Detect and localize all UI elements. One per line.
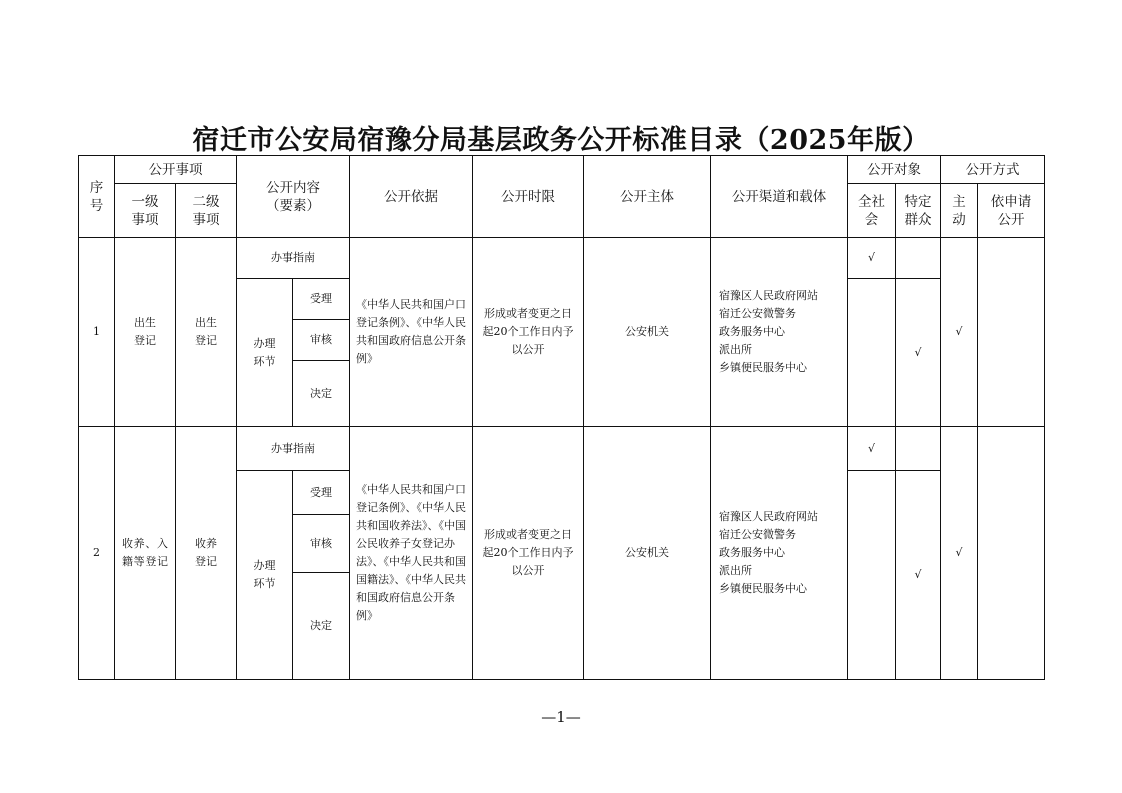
row-time-limit: 形成或者变更之日起20个工作日内予以公开 [473, 427, 584, 680]
guide-specific-cell [896, 238, 941, 279]
guide-all-check: √ [848, 238, 896, 279]
row-step: 审核 [293, 320, 350, 361]
row-time-limit: 形成或者变更之日起20个工作日内予以公开 [473, 238, 584, 427]
guide-all-check: √ [848, 427, 896, 471]
row-seq: 1 [79, 238, 115, 427]
row-step: 审核 [293, 515, 350, 573]
process-specific-check: √ [896, 471, 941, 680]
process-all-cell [848, 279, 896, 427]
row-step: 受理 [293, 279, 350, 320]
channel-item: 派出所 [719, 564, 752, 577]
header-basis: 公开依据 [350, 156, 473, 238]
channel-item: 宿迁公安微警务 [719, 528, 796, 541]
process-all-cell [848, 471, 896, 680]
row-level2: 收养登记 [176, 427, 237, 680]
header-seq: 序号 [79, 156, 115, 238]
header-target-group: 公开对象 [848, 156, 941, 184]
page-title: 宿迁市公安局宿豫分局基层政务公开标准目录（2025年版） [192, 125, 930, 156]
row-step: 受理 [293, 471, 350, 515]
header-method-group: 公开方式 [941, 156, 1045, 184]
header-level2: 二级事项 [176, 184, 237, 238]
header-item-group: 公开事项 [115, 156, 237, 184]
channel-item: 派出所 [719, 343, 752, 356]
header-method-request: 依申请公开 [978, 184, 1045, 238]
row-step: 决定 [293, 573, 350, 680]
row-basis: 《中华人民共和国户口登记条例》、《中华人民共和国收养法》、《中国公民收养子女登记办法》、《中华人民共和国国籍法》、《中华人民共和国政府信息公开条例》 [350, 427, 473, 680]
header-method-active: 主动 [941, 184, 978, 238]
row-level1: 收养、入籍等登记 [115, 427, 176, 680]
row-request-cell [978, 427, 1045, 680]
standard-catalog-table [78, 155, 1045, 680]
table-row [79, 238, 1045, 279]
row-process: 办理环节 [237, 279, 293, 427]
row-active-check: √ [941, 427, 978, 680]
header-content: 公开内容（要素） [237, 156, 350, 238]
row-channels [711, 238, 848, 427]
channel-item: 乡镇便民服务中心 [719, 361, 807, 374]
row-seq: 2 [79, 427, 115, 680]
row-request-cell [978, 238, 1045, 427]
header-time-limit: 公开时限 [473, 156, 584, 238]
header-channel: 公开渠道和载体 [711, 156, 848, 238]
page-number: —1— [541, 708, 581, 726]
header-level1: 一级事项 [115, 184, 176, 238]
guide-specific-cell [896, 427, 941, 471]
channel-item: 宿豫区人民政府网站 [719, 289, 818, 302]
channel-item: 宿迁公安微警务 [719, 307, 796, 320]
channel-item: 宿豫区人民政府网站 [719, 510, 818, 523]
row-step: 决定 [293, 361, 350, 427]
process-specific-check: √ [896, 279, 941, 427]
row-channels [711, 427, 848, 680]
header-subject: 公开主体 [584, 156, 711, 238]
channel-item: 乡镇便民服务中心 [719, 582, 807, 595]
header-target-specific: 特定群众 [896, 184, 941, 238]
channel-item: 政务服务中心 [719, 546, 785, 559]
row-process: 办理环节 [237, 471, 293, 680]
row-guide: 办事指南 [237, 427, 350, 471]
row-basis: 《中华人民共和国户口登记条例》、《中华人民共和国政府信息公开条例》 [350, 238, 473, 427]
header-row-1 [79, 156, 1045, 184]
row-subject: 公安机关 [584, 427, 711, 680]
row-level1: 出生登记 [115, 238, 176, 427]
row-active-check: √ [941, 238, 978, 427]
channel-item: 政务服务中心 [719, 325, 785, 338]
row-guide: 办事指南 [237, 238, 350, 279]
row-level2: 出生登记 [176, 238, 237, 427]
header-target-all: 全社会 [848, 184, 896, 238]
table-row [79, 427, 1045, 471]
row-subject: 公安机关 [584, 238, 711, 427]
